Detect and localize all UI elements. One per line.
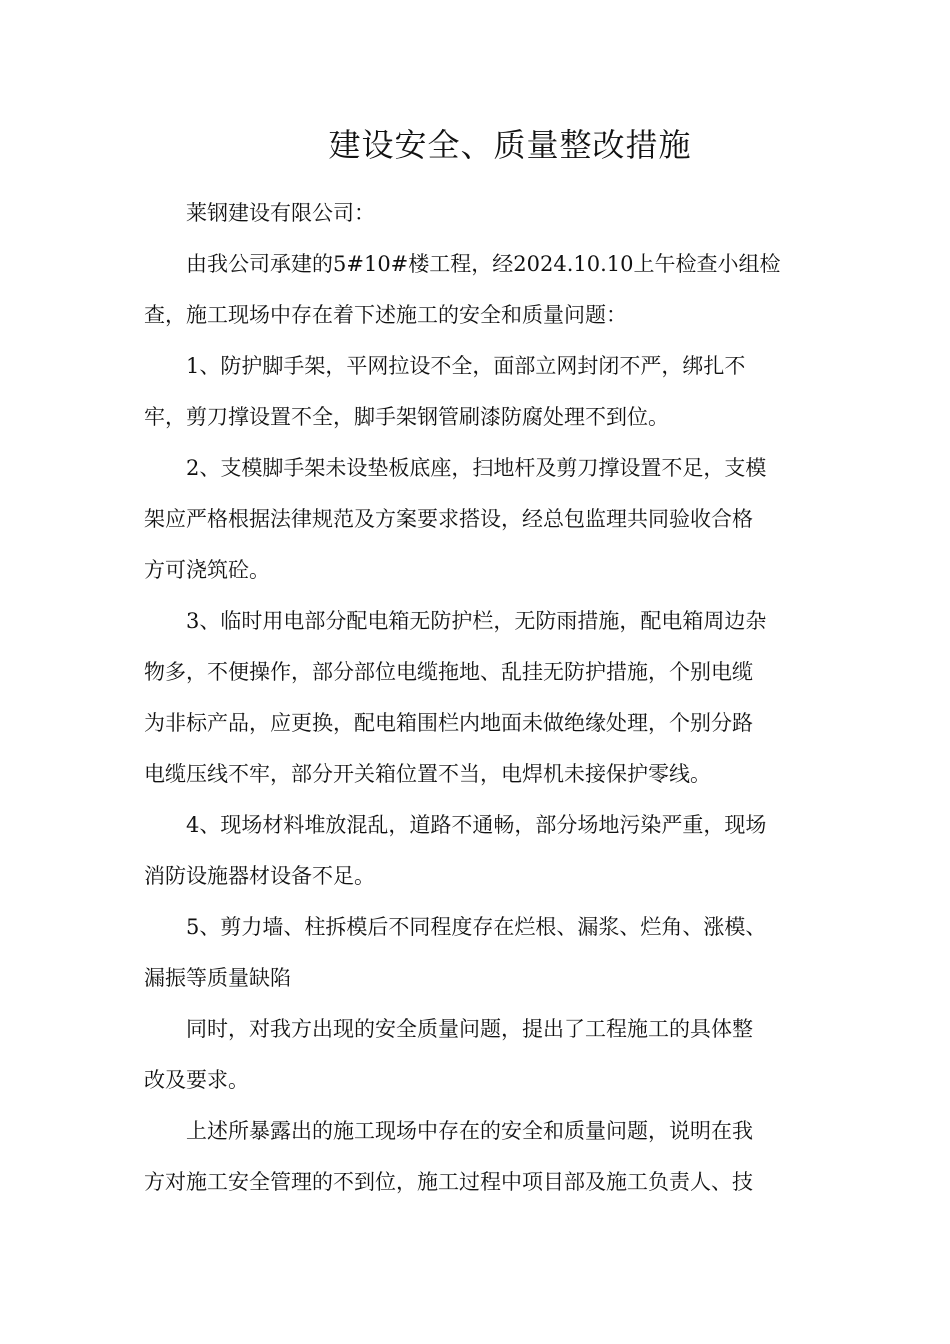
paragraph-line: 牢，剪刀撑设置不全，脚手架钢管刷漆防腐处理不到位。 xyxy=(144,405,669,429)
paragraph-line: 由我公司承建的5#10#楼工程，经2024.10.10上午检查小组检 xyxy=(186,252,781,276)
paragraph-line: 查，施工现场中存在着下述施工的安全和质量问题： xyxy=(144,303,627,327)
paragraph-item-3 xyxy=(144,596,806,800)
paragraph-line: 物多，不便操作，部分部位电缆拖地、乱挂无防护措施，个别电缆 xyxy=(144,660,753,684)
paragraph-line: 2、支模脚手架未设垫板底座，扫地杆及剪刀撑设置不足，支模 xyxy=(186,456,767,480)
paragraph-line: 方可浇筑砼。 xyxy=(144,558,270,582)
paragraph-line: 4、现场材料堆放混乱，道路不通畅，部分场地污染严重，现场 xyxy=(186,813,767,837)
paragraph-line: 方对施工安全管理的不到位，施工过程中项目部及施工负责人、技 xyxy=(144,1170,753,1194)
paragraph-summary xyxy=(144,1106,806,1208)
salutation: 莱钢建设有限公司： xyxy=(186,201,375,225)
paragraph-line: 漏振等质量缺陷 xyxy=(144,966,291,990)
paragraph-inspection-intro xyxy=(144,239,806,341)
document-title: 建设安全、质量整改措施 xyxy=(328,126,692,164)
paragraph-line: 电缆压线不牢，部分开关箱位置不当，电焊机未接保护零线。 xyxy=(144,762,711,786)
paragraph-line: 架应严格根据法律规范及方案要求搭设，经总包监理共同验收合格 xyxy=(144,507,753,531)
paragraph-line: 1、防护脚手架，平网拉设不全，面部立网封闭不严，绑扎不 xyxy=(186,354,746,378)
paragraph-line: 改及要求。 xyxy=(144,1068,249,1092)
paragraph-requirements xyxy=(144,1004,806,1106)
paragraph-line: 上述所暴露出的施工现场中存在的安全和质量问题，说明在我 xyxy=(186,1119,753,1143)
paragraph-line: 消防设施器材设备不足。 xyxy=(144,864,375,888)
paragraph-item-5 xyxy=(144,902,806,1004)
paragraph-line: 5、剪力墙、柱拆模后不同程度存在烂根、漏浆、烂角、涨模、 xyxy=(186,915,767,939)
document-body xyxy=(144,188,806,1208)
paragraph-line: 3、临时用电部分配电箱无防护栏，无防雨措施，配电箱周边杂 xyxy=(186,609,767,633)
paragraph-item-2 xyxy=(144,443,806,596)
paragraph-line: 同时，对我方出现的安全质量问题，提出了工程施工的具体整 xyxy=(186,1017,753,1041)
paragraph-item-1 xyxy=(144,341,806,443)
paragraph-line: 为非标产品，应更换，配电箱围栏内地面未做绝缘处理，个别分路 xyxy=(144,711,753,735)
paragraph-item-4 xyxy=(144,800,806,902)
